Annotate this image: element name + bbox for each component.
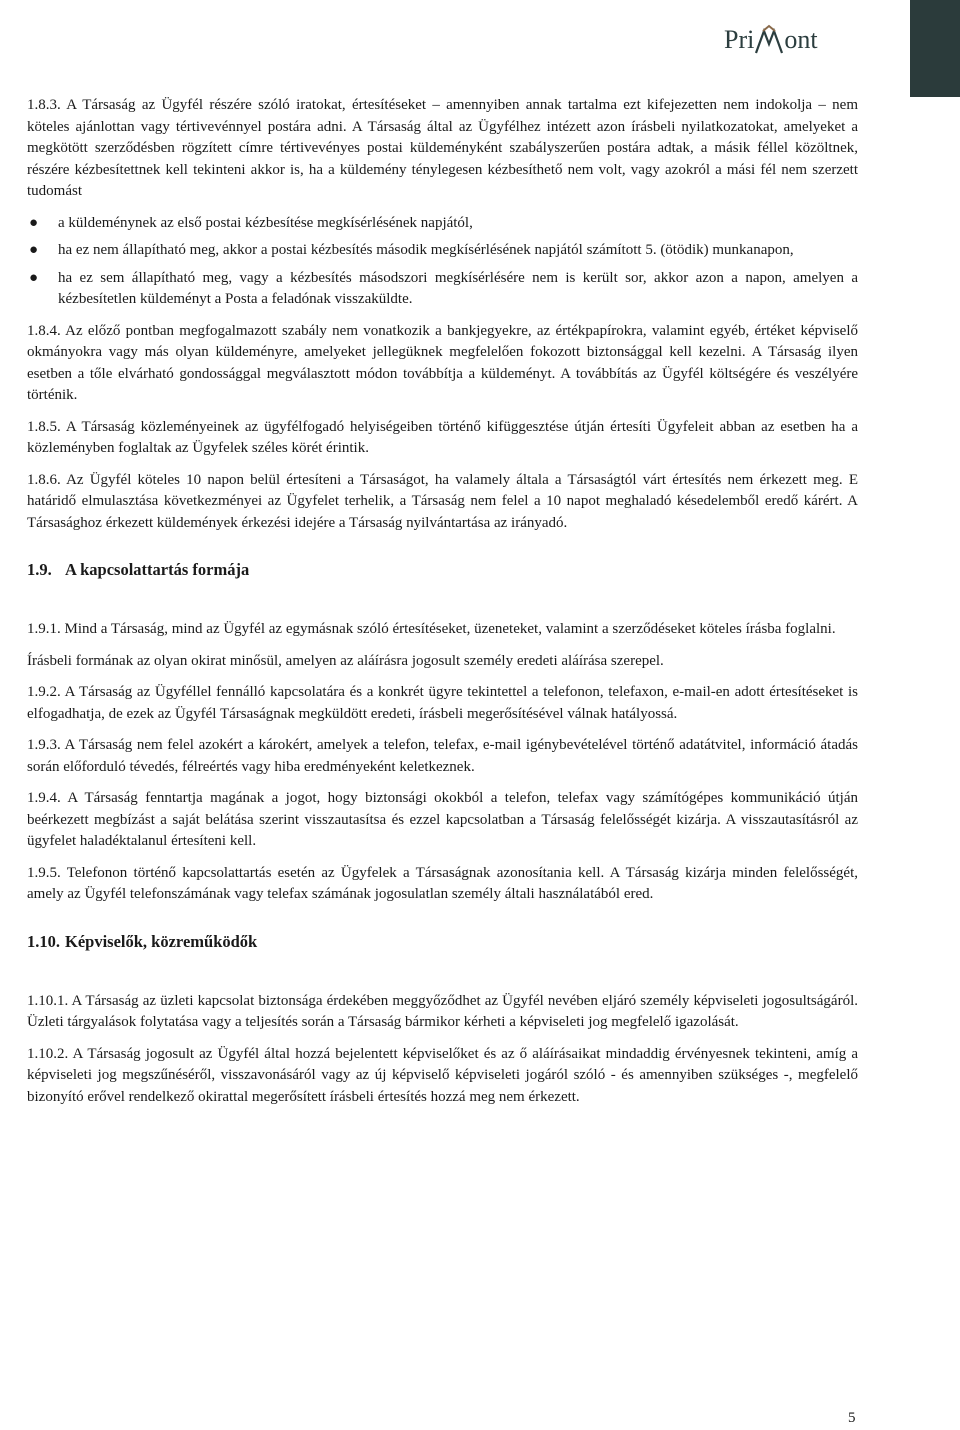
document-body <box>27 95 858 1118</box>
paragraph-1-8-4: 1.8.4. Az előző pontban megfogalmazott szabály nem vonatkozik a bankjegyekre, az értékpapírokra, valamint egyéb, értéket képviselő okmányokra vagy más olyan küldeményre, amelyeket jellegüknek megfelelően fokozott biztonsággal kell kezelni. A Társaság ilyen esetben a tőle elvárható gondossággal megválasztott módon továbbítja a küldeményt. A továbbítás az Ügyfél költségére és veszélyére történik. <box>27 322 858 403</box>
paragraph-written-form: Írásbeli formának az olyan okirat minősül, amelyen az aláírásra jogosult személy eredeti aláírása szerepel. <box>27 652 664 669</box>
heading-1-10: 1.10. Képviselők, közreműködők <box>27 931 258 951</box>
paragraph-1-9-1: 1.9.1. Mind a Társaság, mind az Ügyfél az egymásnak szóló értesítéseket, üzeneteket, valamint a szerződéseket köteles írásba foglalni. <box>27 621 836 637</box>
paragraph-1-8-3: 1.8.3. A Társaság az Ügyfél részére szóló iratokat, értesítéseket – amennyiben annak tartalma ezt kifejezetten nem indokolja – nem köteles ajánlottan vagy tértivevénnyel postára adni. A Társaság által az Ügyfélhez intézett azon írásbeli nyilatkozatokat, amelyeket a megkötött szerződésben rögzített címre tértivevényes postai küldeményként szabályszerűen postára adtak, a másik féllel közöltnek, részére kézbesítettnek kell tekinteni akkor is, ha a küldemény ténylegesen kézbesíthető nem volt, vagy azokról a mási fél nem szerzett tudomást <box>27 97 858 199</box>
logo-m-mark <box>754 22 784 58</box>
logo <box>724 22 818 58</box>
paragraph-1-10-1: 1.10.1. A Társaság az üzleti kapcsolat biztonsága érdekében meggyőződhet az Ügyfél nevében eljáró személy képviseleti jogosultságáról. Üzleti tárgyalások folytatása vagy a teljesítés során a Társaság bármikor kérheti a képviseleti jog megfelelő igazolását. <box>27 992 858 1030</box>
logo-text-part2: ont <box>784 25 818 54</box>
bullet-icon: ● <box>29 269 39 286</box>
logo-text-part1: Pri <box>724 25 755 54</box>
bullet-icon: ● <box>29 214 39 231</box>
list-item: ● a küldeménynek az első postai kézbesítése megkísérlésének napjától, <box>27 213 858 235</box>
list-item: ● ha ez nem állapítható meg, akkor a postai kézbesítés második megkísérlésének napjától számított 5. (ötödik) munkanapon, <box>27 240 858 262</box>
heading-1-9: 1.9. A kapcsolattartás formája <box>27 560 250 579</box>
paragraph-1-8-6: 1.8.6. Az Ügyfél köteles 10 napon belül értesíteni a Társaságot, ha valamely általa a Társaságtól várt értesítés nem érkezett meg. E határidő elmulasztása következményei az Ügyfelet terhelik, a Társaság nem felel a 10 napot meghaladó késedelemből eredő kárért. A Társasághoz érkezett küldemények érkezési idejére a Társaság nyilvántartása az irányadó. <box>27 471 858 531</box>
bullet-list <box>27 213 858 311</box>
paragraph-1-10-2: 1.10.2. A Társaság jogosult az Ügyfél által hozzá bejelentett képviselőket és az ő aláírásaikat mindaddig érvényesnek tekinteni, amíg a képviseleti jog megszűnéséről, visszavonásáról vagy az új képviselő képviseleti jogáról szóló - és amennyiben szükséges -, megfelelő bizonyító erővel rendelkező okirattal megerősített írásbeli értesítés hozzá meg nem érkezett. <box>27 1045 858 1105</box>
paragraph-1-8-5: 1.8.5. A Társaság közleményeinek az ügyfélfogadó helyiségeiben történő kifüggesztése útján értesíti Ügyfeleit abban az esetben ha a közleményben foglaltak az Ügyfelek széles körét érintik. <box>27 418 858 456</box>
paragraph-1-9-3: 1.9.3. A Társaság nem felel azokért a károkért, amelyek a telefon, telefax, e-mail igénybevételével történő adatátvitel, információ átadás során előforduló tévedés, félreértés vagy hiba eredményeként keletkeznek. <box>27 737 858 775</box>
edge-tab <box>910 0 960 97</box>
list-item: ● ha ez sem állapítható meg, vagy a kézbesítés másodszori megkísérlésére nem is került sor, akkor azon a napon, amelyen a kézbesítetlen küldeményt a Posta a feladónak visszaküldte. <box>29 269 858 307</box>
paragraph-1-9-5: 1.9.5. Telefonon történő kapcsolattartás esetén az Ügyfelek a Társaságnak azonosítania kell. A Társaság kizárja minden felelősségét, amely az Ügyfél telefonszámának vagy telefax számának jogosulatlan személy általi használatából ered. <box>27 864 858 902</box>
paragraph-1-9-2: 1.9.2. A Társaság az Ügyféllel fennálló kapcsolatára és a konkrét ügyre tekintettel a telefonon, telefaxon, e-mail-en adott értesítéseket is elfogadhatja, de ezek az Ügyfél Társaságnak megküldött eredeti, írásbeli megerősítésével válnak hatályossá. <box>27 684 858 722</box>
page-number: 5 <box>848 1410 856 1426</box>
paragraph-1-9-4: 1.9.4. A Társaság fenntartja magának a jogot, hogy biztonsági okokból a telefon, telefax vagy számítógépes kommunikáció útján beérkezett megbízást a saját belátása szerint visszautasítsa és ezzel kapcsolatban a Társaság felelősségét kizárja. A visszautasításról az ügyfelet haladéktalanul értesíteni kell. <box>27 790 858 849</box>
bullet-icon: ● <box>29 242 39 258</box>
